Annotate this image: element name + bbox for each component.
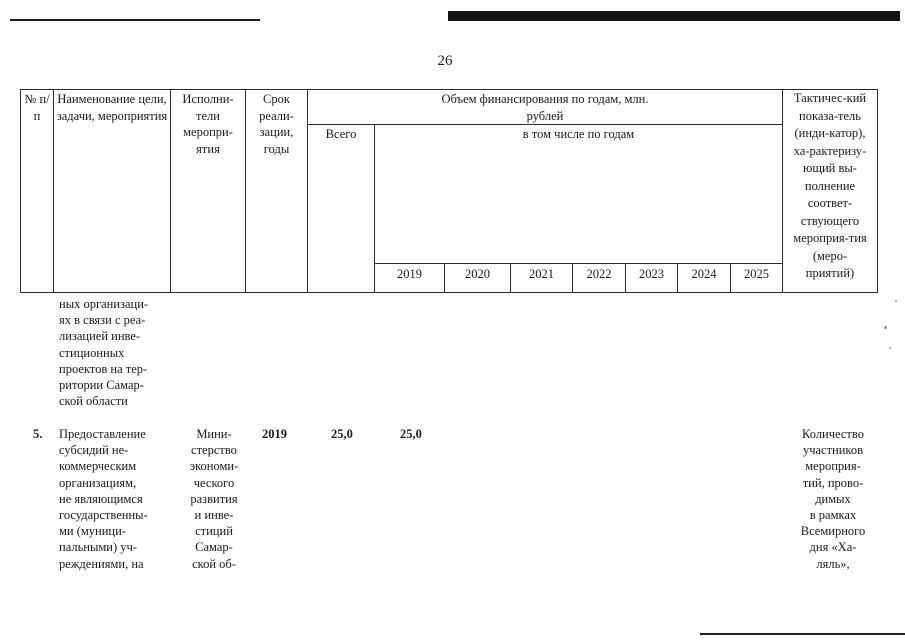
header-including: в том числе по годам [375,125,783,264]
row5-num: 5. [33,427,43,441]
table-header [20,89,878,293]
row5-executor: Мини- стерство экономи- ческого развития и инве- стиций Самар- ской об- [189,427,239,571]
header-year-2020: 2020 [445,264,511,293]
header-num: № п/п [21,90,54,293]
header-year-2025: 2025 [731,264,783,293]
header-year-2023: 2023 [626,264,678,293]
header-term: Срок реали-зации, годы [246,90,308,293]
header-funding: Объем финансирования по годам, млн. рублей [308,90,783,125]
scan-artifact-bottom-right [700,633,905,635]
scan-artifact-top-right [448,11,900,21]
header-year-2024: 2024 [678,264,731,293]
row5-total: 25,0 [331,427,353,441]
header-executors: Исполни-тели меропри-ятия [171,90,246,293]
scan-dust [895,300,897,302]
header-total: Всего [308,125,375,293]
header-year-2022: 2022 [573,264,626,293]
continuation-name: ных организаци- ях в связи с реа- лизацией инве- стиционных проектов на тер- ритории Самар- ской области [59,297,149,409]
scan-dust [889,347,891,349]
header-indicator: Тактичес-кий показа-тель (инди-катор), ха-рактеризу-ющий вы-полнение соответ-ствующего мероприя-тия (меро-приятий) [783,90,878,293]
scan-dust [884,326,887,329]
header-name: Наименование цели, задачи, мероприятия [54,90,171,293]
page-number: 26 [437,53,453,69]
row5-term: 2019 [262,427,287,441]
row5-indicator: Количество участников мероприя- тий, прово- димых в рамках Всемирного дня «Ха- ляль», [800,427,866,571]
row5-name: Предоставление субсидий не- коммерческим организациям, не являющимся государственны- ми (муници- пальными) уч- реждениями, на [59,427,148,571]
row5-2019: 25,0 [400,427,422,441]
header-year-2019: 2019 [375,264,445,293]
scan-artifact-top-left [10,19,260,21]
header-year-2021: 2021 [511,264,573,293]
